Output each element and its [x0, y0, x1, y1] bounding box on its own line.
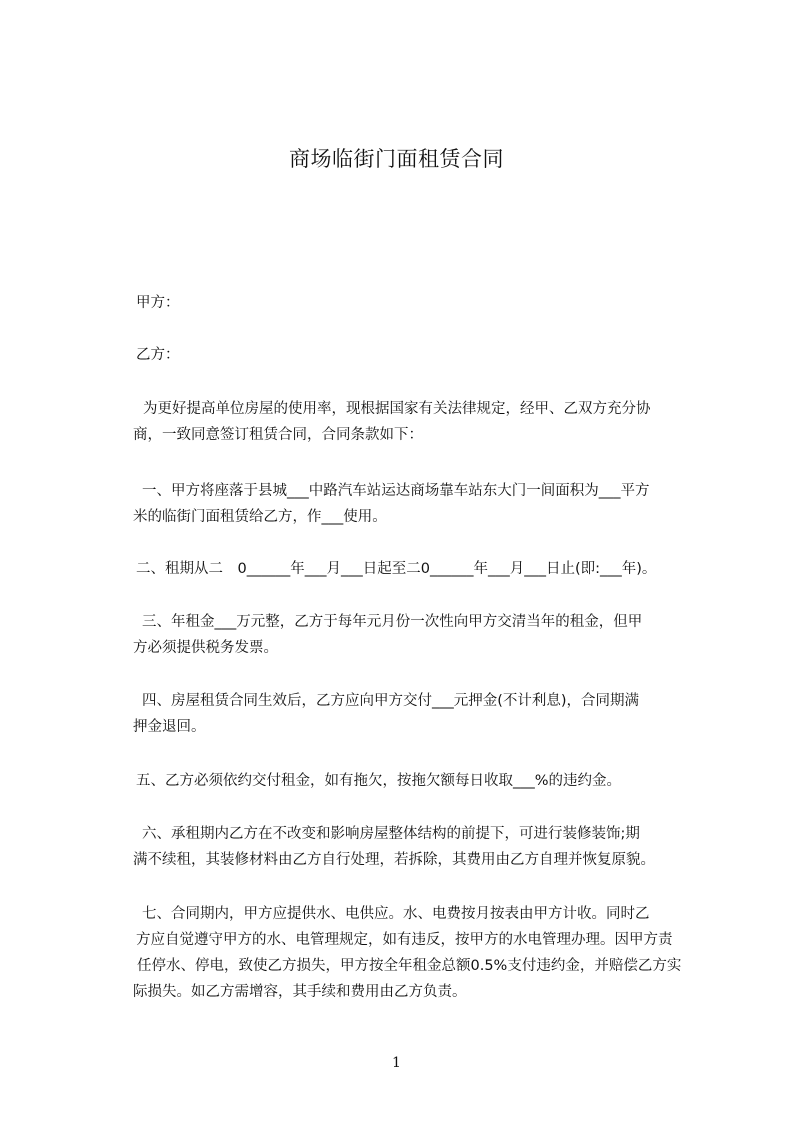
- clause-1-line-1: 一、甲方将座落于县城___中路汽车站运达商场靠车站东大门一间面积为___平方: [142, 483, 650, 499]
- clause-7-line-1: 七、合同期内，甲方应提供水、电供应。水、电费按月按表由甲方计收。同时乙: [142, 906, 650, 922]
- document-title: 商场临街门面租赁合同: [289, 147, 504, 171]
- page-number: 1: [392, 1055, 401, 1071]
- party-a-label: 甲方：: [136, 295, 180, 311]
- clause-7-line-2: 方应自觉遵守甲方的水、电管理规定，如有违反，按甲方的水电管理办理。因甲方责: [136, 932, 673, 948]
- clause-2-line-1: 二、租期从二 0______年___月___日起至二0______年___月___日止(即:___年)。: [136, 561, 657, 577]
- intro-line-1: 为更好提高单位房屋的使用率，现根据国家有关法律规定，经甲、乙双方充分协: [143, 401, 651, 417]
- intro-line-2: 商，一致同意签订租赁合同，合同条款如下：: [133, 427, 423, 443]
- clause-4-line-1: 四、房屋租赁合同生效后，乙方应向甲方交付___元押金(不计利息)，合同期满: [142, 693, 640, 709]
- clause-4-line-2: 押金退回。: [133, 719, 206, 735]
- clause-3-line-2: 方必须提供税务发票。: [133, 640, 278, 656]
- clause-5-line-1: 五、乙方必须依约交付租金，如有拖欠，按拖欠额每日收取___%的违约金。: [136, 773, 622, 789]
- clause-7-line-3: 任停水、停电，致使乙方损失，甲方按全年租金总额0.5%支付违约金，并赔偿乙方实: [137, 958, 682, 974]
- clause-3-line-1: 三、年租金___万元整，乙方于每年元月份一次性向甲方交清当年的租金，但甲: [142, 614, 643, 630]
- clause-1-line-2: 米的临街门面租赁给乙方，作___使用。: [133, 509, 387, 525]
- clause-6-line-1: 六、承租期内乙方在不改变和影响房屋整体结构的前提下，可进行装修装饰;期: [142, 826, 640, 842]
- clause-6-line-2: 满不续租，其装修材料由乙方自行处理，若拆除，其费用由乙方自理并恢复原貌。: [133, 852, 655, 868]
- clause-7-line-4: 际损失。如乙方需增容，其手续和费用由乙方负责。: [133, 984, 467, 1000]
- party-b-label: 乙方：: [136, 347, 180, 363]
